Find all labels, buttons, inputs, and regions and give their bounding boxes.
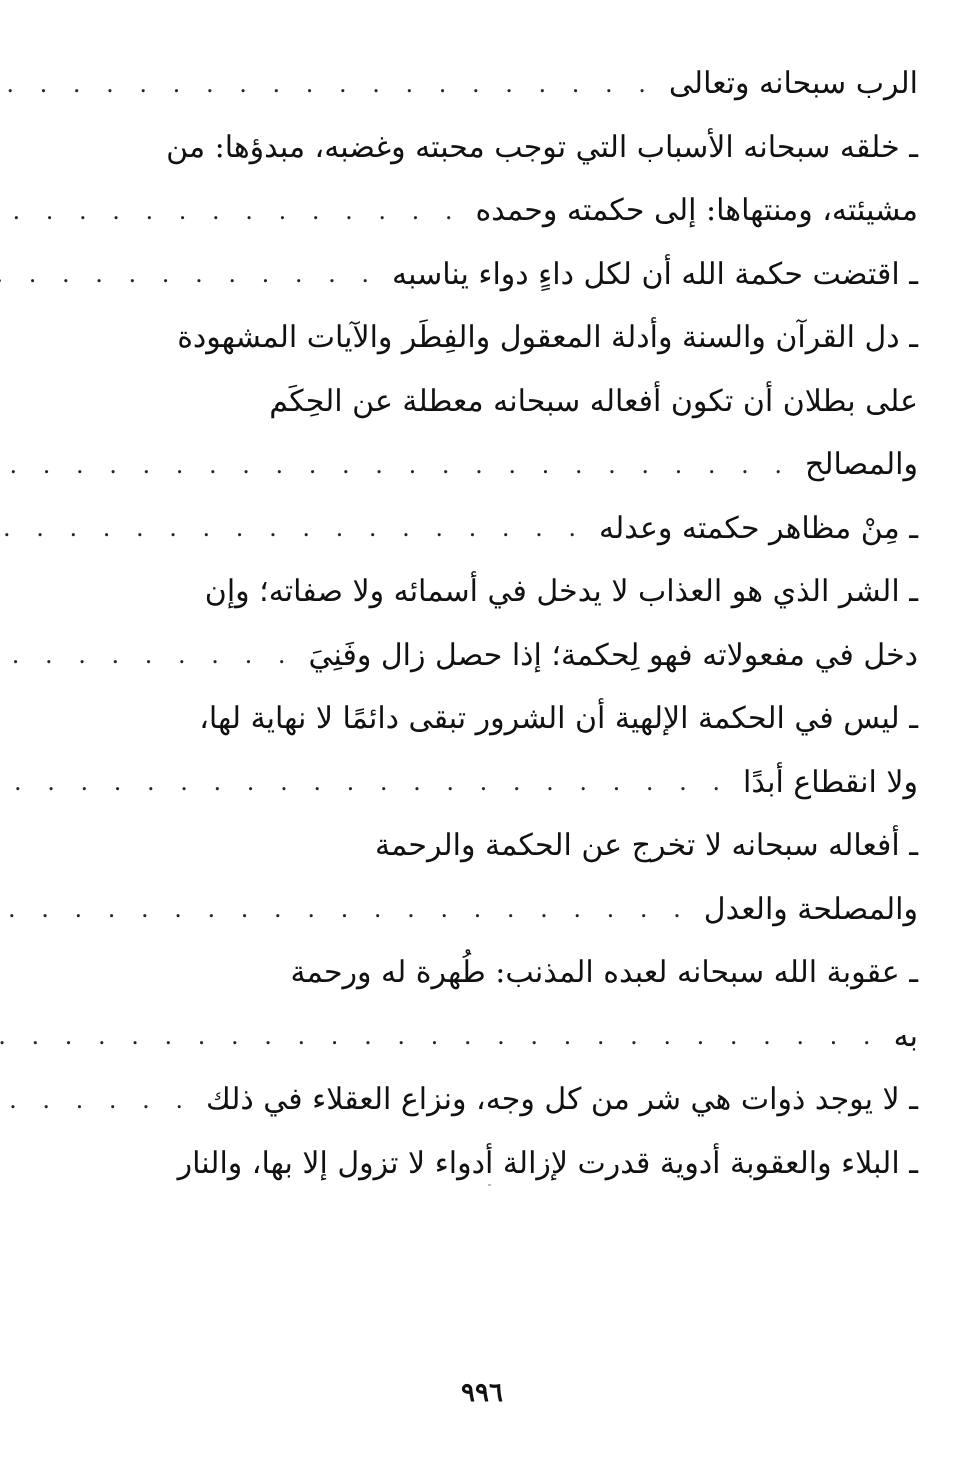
entry-text: ـ مِنْ مظاهر حكمته وعدله	[599, 510, 918, 546]
entry-text: ـ اقتضت حكمة الله أن لكل داءٍ دواء يناسبه	[391, 256, 918, 292]
index-entry-line	[48, 243, 918, 307]
dot-leader	[0, 450, 791, 480]
index-page	[48, 52, 918, 1195]
dot-leader	[0, 196, 461, 226]
index-entry-line	[48, 1005, 918, 1069]
index-entry-line	[48, 433, 918, 497]
index-entry-line	[48, 306, 918, 370]
index-entry-line	[48, 814, 918, 878]
dot-leader	[0, 1021, 880, 1051]
entry-text: والمصالح	[805, 447, 918, 483]
dot-leader	[0, 767, 729, 797]
entry-text: دخل في مفعولاته فهو لِحكمة؛ إذا حصل زال وفَنِيَ	[308, 637, 918, 673]
index-entry-line	[48, 497, 918, 561]
index-entry-line	[48, 560, 918, 624]
index-entry-line	[48, 751, 918, 815]
entry-text: ولا انقطاع أبدًا	[743, 764, 918, 800]
index-entry-line	[48, 878, 918, 942]
entry-text: والمصلحة والعدل	[703, 891, 918, 927]
index-entry-line	[48, 687, 918, 751]
dot-leader	[0, 259, 378, 289]
dot-leader	[0, 894, 690, 924]
entry-text: ـ لا يوجد ذوات هي شر من كل وجه، ونزاع العقلاء في ذلك	[205, 1082, 918, 1118]
entry-text: ـ أفعاله سبحانه لا تخرج عن الحكمة والرحمة	[375, 828, 918, 864]
index-entry-line	[48, 624, 918, 688]
entry-text: مشيئته، ومنتهاها: إلى حكمته وحمده	[475, 193, 918, 229]
dot-leader	[0, 1085, 192, 1115]
scan-speck	[488, 1184, 491, 1186]
index-entry-line	[48, 1068, 918, 1132]
entry-text: به	[893, 1018, 918, 1054]
page-number: ٩٩٦	[461, 1378, 503, 1408]
entry-text: على بطلان أن تكون أفعاله سبحانه معطلة عن الحِكَم	[269, 383, 918, 419]
index-entry-line	[48, 370, 918, 434]
entry-text: ـ ليس في الحكمة الإلهية أن الشرور تبقى دائمًا لا نهاية لها،	[199, 701, 918, 737]
entry-text: ـ البلاء والعقوبة أدوية قدرت لإزالة أدواء لا تزول إلا بها، والنار	[177, 1145, 918, 1181]
entry-text: ـ خلقه سبحانه الأسباب التي توجب محبته وغضبه، مبدؤها: من	[166, 129, 918, 165]
index-entry-line	[48, 179, 918, 243]
dot-leader	[0, 69, 655, 99]
index-entry-line	[48, 941, 918, 1005]
entry-text: ـ عقوبة الله سبحانه لعبده المذنب: طُهرة له ورحمة	[290, 955, 918, 991]
dot-leader	[0, 640, 294, 670]
entry-text: الرب سبحانه وتعالى	[668, 66, 918, 102]
entry-text: ـ الشر الذي هو العذاب لا يدخل في أسمائه ولا صفاته؛ وإن	[204, 574, 918, 610]
index-entry-line	[48, 1132, 918, 1196]
entry-text: ـ دل القرآن والسنة وأدلة المعقول والفِطَر والآيات المشهودة	[177, 320, 918, 356]
dot-leader	[0, 513, 585, 543]
index-entry-line	[48, 52, 918, 116]
index-entry-line	[48, 116, 918, 180]
